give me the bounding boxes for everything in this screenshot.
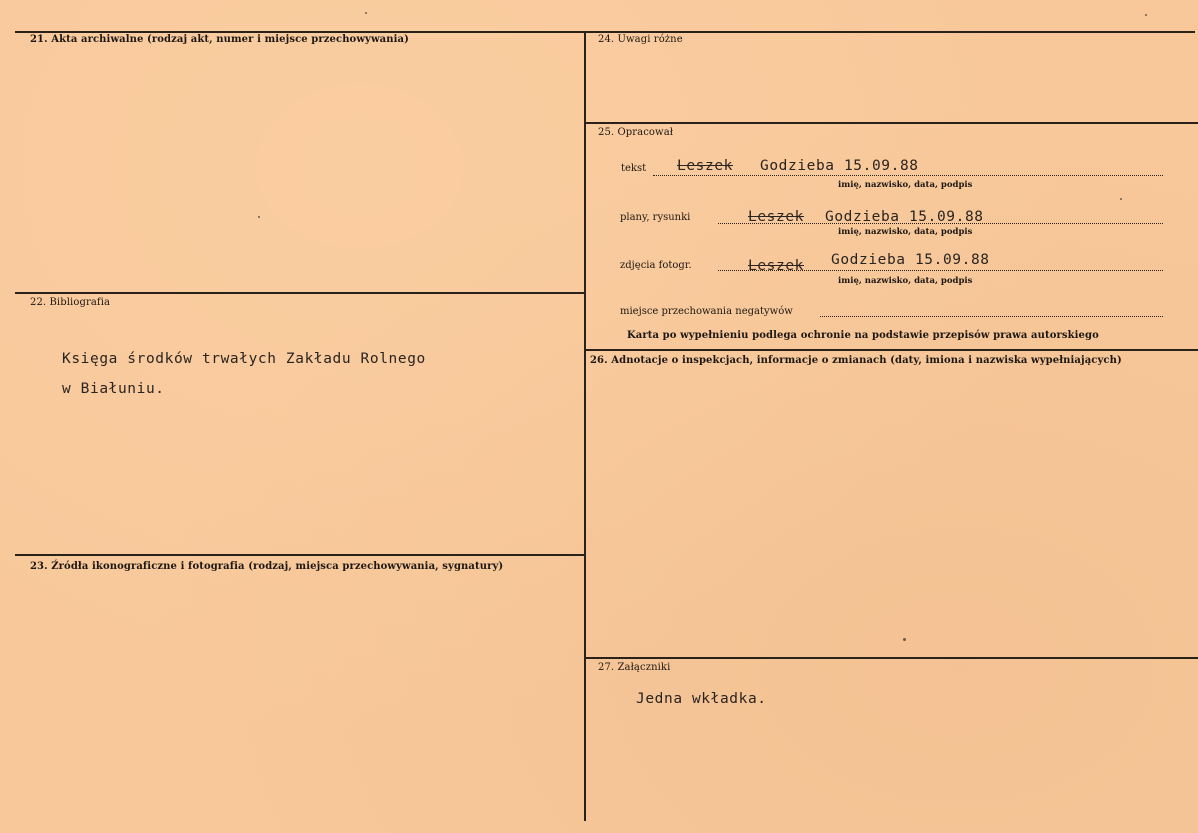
- section-25-label: 25. Opracował: [598, 127, 674, 138]
- section-24-label: 24. Uwagi różne: [598, 34, 683, 45]
- divider-22-23: [15, 554, 585, 556]
- plany-label: plany, rysunki: [620, 212, 691, 223]
- paper-speck: [1145, 14, 1147, 16]
- center-divider: [584, 31, 586, 821]
- section-22-label: 22. Bibliografia: [30, 297, 111, 308]
- attachments-content: Jedna wkładka.: [636, 691, 767, 707]
- tekst-author-name: Leszek: [677, 158, 733, 174]
- zdjecia-label: zdjęcia fotogr.: [620, 260, 692, 271]
- tekst-caption: imię, nazwisko, data, podpis: [838, 180, 973, 190]
- paper-speck: [258, 216, 260, 218]
- zdjecia-author-name: Leszek: [748, 258, 804, 274]
- bibliography-line-2: w Białuniu.: [62, 381, 165, 397]
- zdjecia-author-rest: Godzieba 15.09.88: [831, 252, 990, 268]
- section-21-label: 21. Akta archiwalne (rodzaj akt, numer i miejsce przechowywania): [30, 34, 409, 45]
- section-27-label: 27. Załączniki: [598, 662, 671, 673]
- bibliography-line-1: Księga środków trwałych Zakładu Rolnego: [62, 351, 426, 367]
- section-26-label: 26. Adnotacje o inspekcjach, informacje o zmianach (daty, imiona i nazwiska wypełniających): [590, 355, 1122, 366]
- plany-caption: imię, nazwisko, data, podpis: [838, 227, 973, 237]
- divider-24-25: [584, 122, 1198, 124]
- negatywy-dotted-line: [820, 316, 1163, 317]
- tekst-label: tekst: [621, 163, 647, 174]
- zdjecia-caption: imię, nazwisko, data, podpis: [838, 276, 973, 286]
- copyright-note: Karta po wypełnieniu podlega ochronie na podstawie przepisów prawa autorskiego: [627, 330, 1099, 341]
- top-border: [15, 31, 1195, 33]
- divider-21-22: [15, 292, 585, 294]
- negatywy-label: miejsce przechowania negatywów: [620, 306, 793, 317]
- section-23-label: 23. Źródła ikonograficzne i fotografia (rodzaj, miejsca przechowywania, sygnatury): [30, 561, 504, 572]
- divider-26-27: [584, 657, 1198, 659]
- plany-author-rest: Godzieba 15.09.88: [825, 209, 984, 225]
- paper-speck: [365, 12, 367, 14]
- tekst-author-rest: Godzieba 15.09.88: [760, 158, 919, 174]
- paper-speck: [903, 638, 906, 641]
- plany-author-name: Leszek: [748, 209, 804, 225]
- tekst-dotted-line: [653, 175, 1163, 176]
- paper-speck: [1120, 198, 1122, 200]
- divider-25-26: [584, 349, 1198, 351]
